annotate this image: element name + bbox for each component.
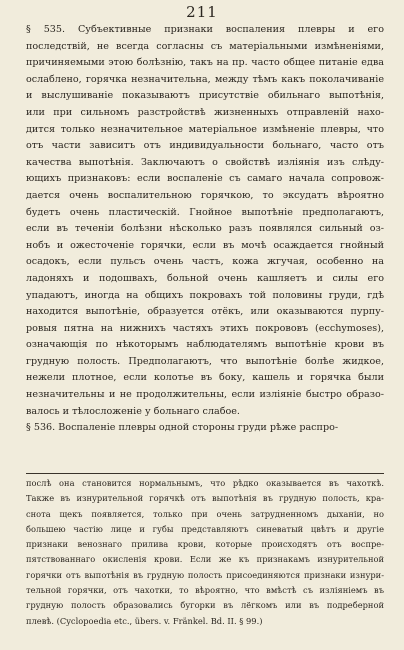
text-line: большею частію лице и губы представляютъ синеватый цвѣтъ и другіе (26, 523, 384, 534)
text-line: грудную полость образовались бугорки въ лёгкомъ или въ подреберной (26, 600, 384, 611)
text-line: плевѣ. (Cyclopoedia etc., übers. v. Fränkel. Bd. II. § 99.) (26, 615, 263, 626)
text-line: валось и тѣлосложеніе у больнаго слабое. (26, 405, 240, 417)
text-line: дится только незначительное матеріальное измѣненіе плевры, что (26, 123, 384, 135)
text-line: и выслушиваніе показываютъ присутствіе обильнаго выпотѣнія, (26, 90, 384, 102)
text-line: или при сильномъ разстройствѣ жизненныхъ отправленій нахо- (26, 106, 384, 118)
text-line: § 536. Воспаленіе плевры одной стороны груди рѣже распро- (26, 422, 339, 434)
text-line: ослаблено, горячка незначительна, между тѣмъ какъ поколачиваніе (26, 73, 384, 85)
text-line: упадаютъ, иногда на общихъ покровахъ той половины груди, гдѣ (26, 289, 384, 301)
page-number: 211 (186, 3, 218, 21)
text-line: последствій, не всегда согласны съ матеріальными измѣненіями, (26, 40, 384, 52)
text-line: означающія по нѣкоторымъ наблюдателямъ выпотѣніе крови въ (26, 339, 384, 351)
text-line: качества выпотѣнія. Заключаютъ о свойствѣ изліянія изъ слѣду- (26, 156, 384, 168)
text-line: причиняемыми этою болѣзнію, такъ на пр. часто общее питаніе едва (26, 57, 384, 69)
text-line: ладоняхъ и подошвахъ, больной очень кашляетъ и силы его (26, 272, 384, 284)
text-line: пятствованнаго окисленія крови. Если же къ признакамъ изнурительной (26, 554, 384, 565)
text-line: нежели плотное, если колотье въ боку, кашель и горячка были (26, 372, 384, 384)
footnote-divider (26, 473, 384, 474)
text-line: снота щекъ появляется, только при очень затрудненномъ дыханіи, но (26, 508, 384, 519)
text-line: находится выпотѣніе, образуется отёкъ, или оказываются пурпу- (26, 306, 384, 318)
text-line: нобъ и ожесточеніе горячки, если въ мочѣ осаждается гнойный (26, 239, 384, 251)
text-line: тельной горячки, отъ чахотки, то вѣроятно, что вмѣстѣ съ изліяніемъ въ (26, 585, 384, 596)
text-line: незначительны и не продолжительны, если изліяніе быстро образо- (26, 389, 384, 401)
text-line: если въ теченіи болѣзни нѣсколько разъ появлялся сильный оз- (26, 223, 384, 235)
text-line: ровыя пятна на нижнихъ частяхъ этихъ покрововъ (ecchymoses), (26, 322, 384, 334)
text-line: отъ части зависитъ отъ индивидуальности больнаго, часто отъ (26, 140, 384, 152)
text-line: признаки венознаго прилива крови, которые происходятъ отъ воспре- (26, 539, 384, 550)
footnote-text (26, 476, 384, 629)
main-text (26, 22, 384, 437)
text-line: осадокъ, если пульсъ очень частъ, кожа жгучая, особенно на (26, 256, 384, 268)
text-line: ющихъ признаковъ: если воспаленіе съ самаго начала сопровож- (26, 173, 384, 185)
text-line: § 535. Субъективные признаки воспаления плевры и его (26, 24, 384, 35)
text-line: грудную полость. Предполагаютъ, что выпотѣніе болѣе жидкое, (26, 355, 384, 367)
text-line: дается очень воспалительною горячкою, то эксудатъ вѣроятно (26, 189, 384, 201)
text-line: Также въ изнурительной горячкѣ отъ выпотѣнія въ грудную полость, кра- (26, 493, 384, 504)
text-line: послѣ она становится нормальнымъ, что рѣдко оказывается въ чахоткѣ. (26, 478, 384, 488)
text-line: горячки отъ выпотѣнія въ грудную полость присоединяются признаки изнури- (26, 569, 384, 580)
text-line: будетъ очень пластическій. Гнойное выпотѣніе предполагаютъ, (26, 206, 384, 218)
